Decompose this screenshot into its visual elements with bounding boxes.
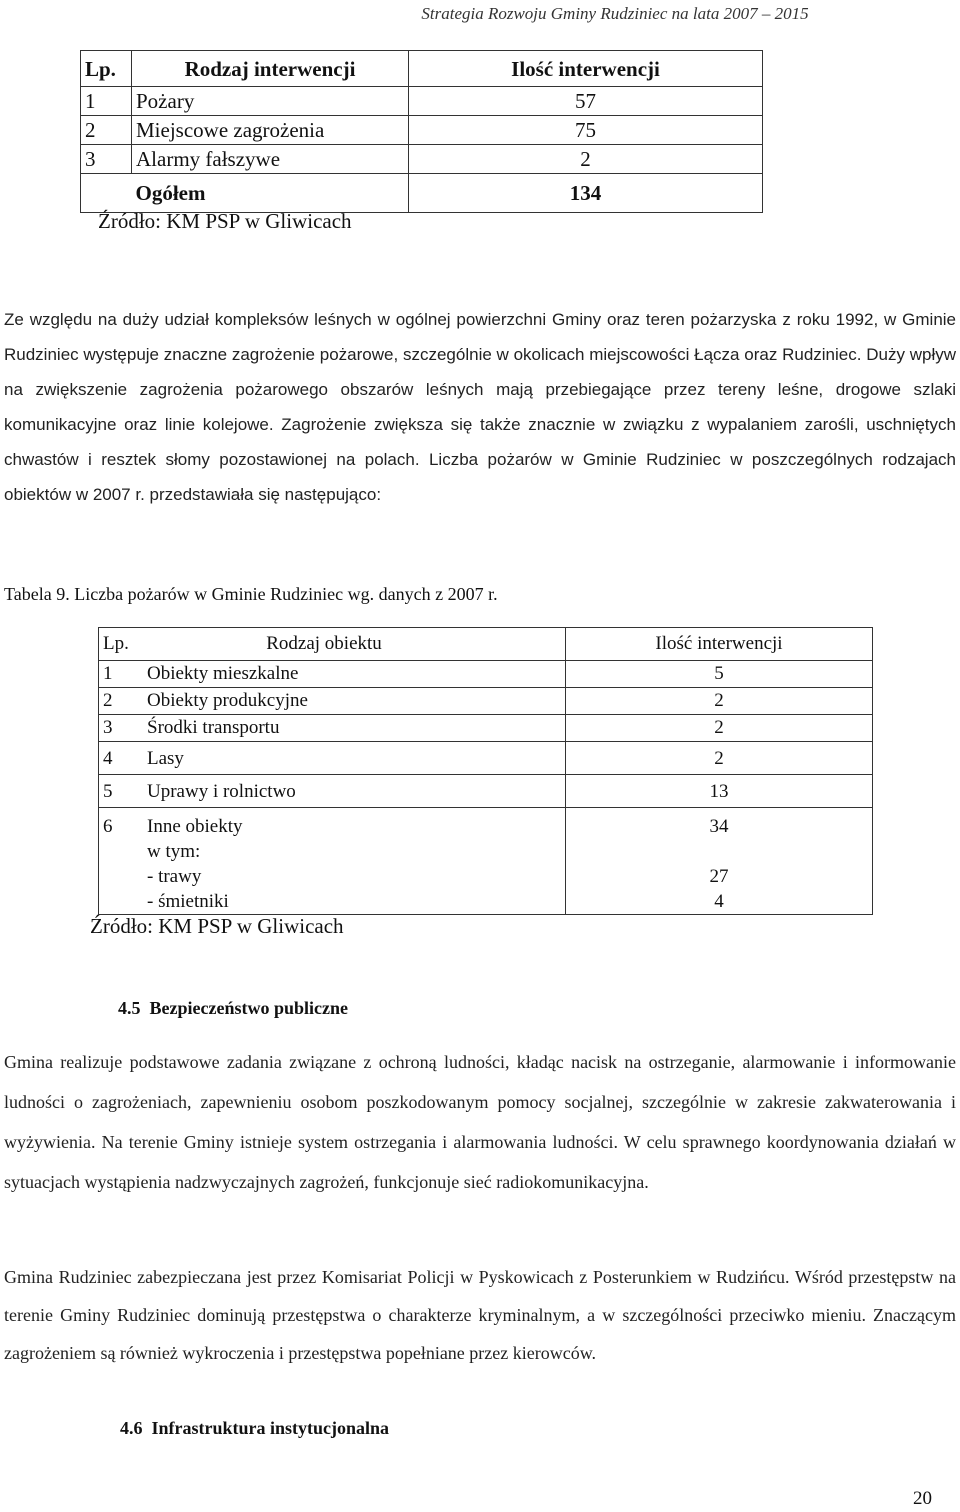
- section-4-5-heading: [118, 998, 348, 1019]
- cell-object: Obiekty produkcyjne: [143, 688, 566, 715]
- cell-lp: 3: [81, 145, 132, 174]
- cell-object: Uprawy i rolnictwo: [143, 775, 566, 808]
- total-label: Ogółem: [132, 174, 409, 213]
- cell-lp: 6: [99, 808, 144, 915]
- cell-count: 13: [566, 775, 873, 808]
- table-total-row: [81, 174, 763, 213]
- police-paragraph: Gmina Rudziniec zabezpieczana jest przez Komisariat Policji w Pyskowicach z Posterunkiem w Rudzińcu. Wśród przestępstw na terenie Gminy Rudziniec dominują przestępstwa o charakterze kryminalnym, a w szczególności przeciwko mieniu. Znaczącym zagrożeniem są również wykroczenia i przestępstwa popełniane przez kierowców.: [4, 1267, 956, 1363]
- table-header-row: [81, 51, 763, 87]
- cell-empty: [81, 174, 132, 213]
- section-number: 4.6: [120, 1418, 143, 1438]
- cell-lp: 2: [81, 116, 132, 145]
- table-row: [99, 742, 873, 775]
- cell-lp: 5: [99, 775, 144, 808]
- cell-object: Lasy: [143, 742, 566, 775]
- table-row: [81, 87, 763, 116]
- table9-caption: Tabela 9. Liczba pożarów w Gminie Rudziniec wg. danych z 2007 r.: [4, 584, 498, 604]
- fire-risk-paragraph: Ze względu na duży udział kompleksów leśnych w ogólnej powierzchni Gminy oraz teren pożarzyska z roku 1992, w Gminie Rudziniec występuje znaczne zagrożenie pożarowe, szczególnie w okolicach miejscowości Łącza oraz Rudziniec. Duży wpływ na zwiększenie zagrożenia pożarowego obszarów leśnych mają przebiegające przez tereny leśne, drogowe szlaki komunikacyjne oraz linie kolejowe. Zagrożenie zwiększa się także znacznie w związku z wypalaniem zarośli, uschniętych chwastów i resztek słomy pozostawionej na polach. Liczba pożarów w Gminie Rudziniec w poszczególnych rodzajach obiektów w 2007 r. przedstawiała się następująco:: [4, 310, 956, 504]
- table-row: [99, 661, 873, 688]
- cell-type: Miejscowe zagrożenia: [132, 116, 409, 145]
- cell-object: Obiekty mieszkalne: [143, 661, 566, 688]
- section-title: Bezpieczeństwo publiczne: [149, 998, 348, 1018]
- interventions-table: [80, 50, 763, 213]
- header-count: Ilość interwencji: [409, 51, 763, 87]
- group-name: Inne obiekty: [147, 816, 243, 837]
- spacer: [570, 839, 868, 864]
- section-title: Infrastruktura instytucjonalna: [151, 1418, 390, 1438]
- section-number: 4.5: [118, 998, 141, 1018]
- running-header: Strategia Rozwoju Gminy Rudziniec na lata 2007 – 2015: [421, 4, 809, 23]
- civil-protection-paragraph: Gmina realizuje podstawowe zadania związane z ochroną ludności, kładąc nacisk na ostrzeganie, alarmowanie i informowanie ludności o zagrożeniach, zapewnieniu osobom poszkodowanym pomocy socjalnej, szczególnie w zakresie zakwaterowania i wyżywienia. Na terenie Gminy istnieje system ostrzegania i alarmowania ludności. W celu sprawnego koordynowania działań w sytuacjach wystąpienia nadzwyczajnych zagrożeń, funkcjonuje sieć radiokomunikacyjna.: [4, 1052, 956, 1192]
- cell-type: Pożary: [132, 87, 409, 116]
- cell-count-group: [566, 808, 873, 915]
- table1-source: Źródło: KM PSP w Gliwicach: [98, 209, 352, 233]
- group-value: 34: [709, 816, 729, 837]
- cell-type: Alarmy fałszywe: [132, 145, 409, 174]
- sub-item-name: - trawy: [147, 866, 202, 887]
- header-count: Ilość interwencji: [566, 628, 873, 661]
- cell-lp: 1: [99, 661, 144, 688]
- header-lp: Lp.: [99, 628, 144, 661]
- cell-object: Środki transportu: [143, 715, 566, 742]
- table-row: [81, 116, 763, 145]
- table-row: [99, 775, 873, 808]
- sub-item-value: 4: [714, 891, 724, 912]
- total-value: 134: [409, 174, 763, 213]
- page-number: 20: [913, 1488, 932, 1509]
- cell-lp: 1: [81, 87, 132, 116]
- header-object: Rodzaj obiektu: [143, 628, 566, 661]
- cell-count: 2: [566, 688, 873, 715]
- cell-count: 75: [409, 116, 763, 145]
- cell-count: 2: [409, 145, 763, 174]
- table2-source: Źródło: KM PSP w Gliwicach: [90, 914, 344, 938]
- table-row: [99, 688, 873, 715]
- section-4-6-heading: [120, 1418, 389, 1439]
- fires-by-object-table: [98, 627, 873, 915]
- sub-item-value: 27: [709, 866, 729, 887]
- table-row: [99, 715, 873, 742]
- sub-item-name: - śmietniki: [147, 891, 229, 912]
- header-type: Rodzaj interwencji: [132, 51, 409, 87]
- cell-object-group: [143, 808, 566, 915]
- cell-count: 2: [566, 742, 873, 775]
- cell-lp: 4: [99, 742, 144, 775]
- cell-count: 5: [566, 661, 873, 688]
- cell-lp: 3: [99, 715, 144, 742]
- header-lp: Lp.: [81, 51, 132, 87]
- table-row: [99, 808, 873, 915]
- cell-count: 57: [409, 87, 763, 116]
- cell-count: 2: [566, 715, 873, 742]
- group-subheading: w tym:: [147, 841, 201, 862]
- table-header-row: [99, 628, 873, 661]
- cell-lp: 2: [99, 688, 144, 715]
- table-row: [81, 145, 763, 174]
